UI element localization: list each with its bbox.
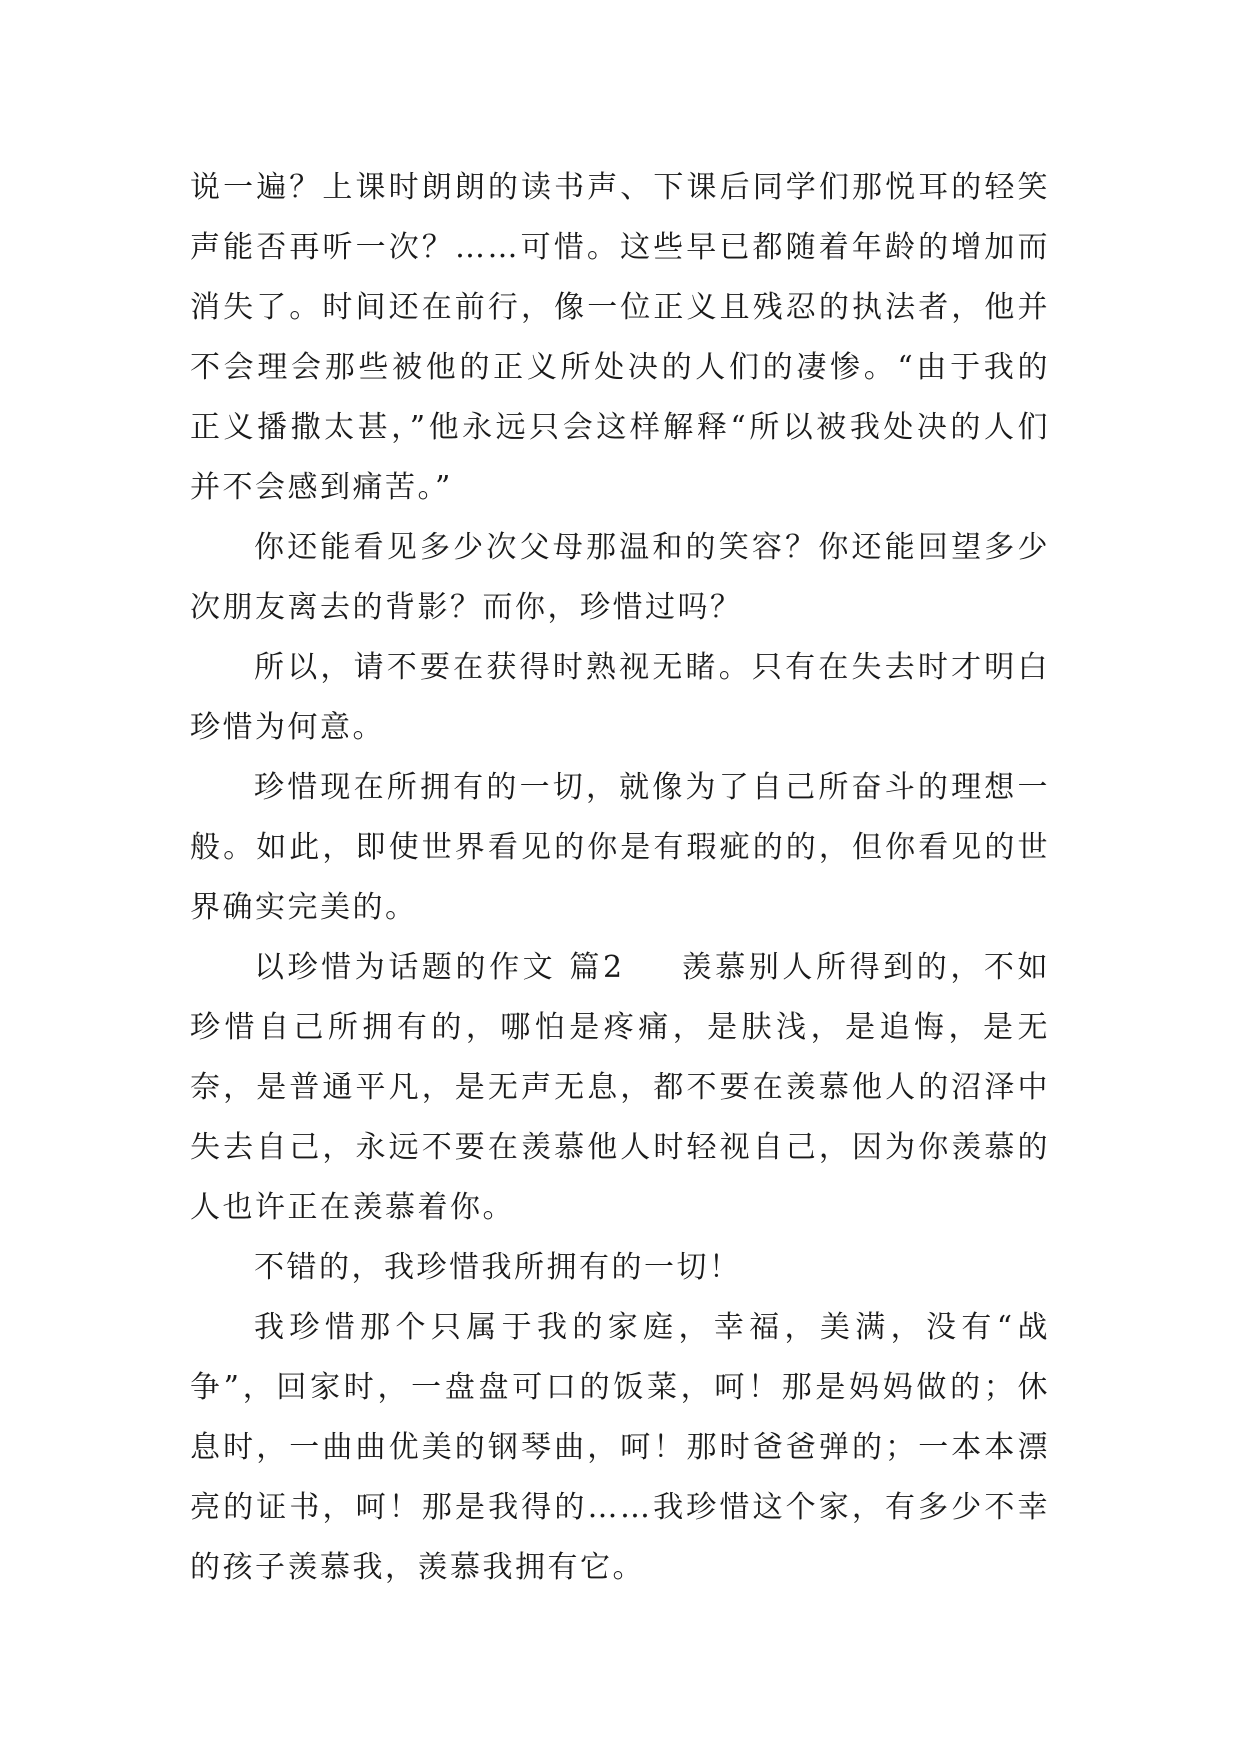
paragraph-1: 说一遍？上课时朗朗的读书声、下课后同学们那悦耳的轻笑声能否再听一次？……可惜。这些早已都随着年龄的增加而消失了。时间还在前行，像一位正义且残忍的执法者，他并不会理会那些被他的正义所处决的人们的凄惨。“由于我的正义播撒太甚，”他永远只会这样解释“所以被我处决的人们并不会感到痛苦。” [190, 170, 1050, 505]
paragraph-2: 你还能看见多少次父母那温和的笑容？你还能回望多少次朋友离去的背影？而你，珍惜过吗？ [190, 530, 1050, 625]
paragraph-5-text: 羡慕别人所得到的，不如珍惜自己所拥有的，哪怕是疼痛，是肤浅，是追悔，是无奈，是普通平凡，是无声无息，都不要在羡慕他人的沼泽中失去自己，永远不要在羡慕他人时轻视自己，因为你羡慕的人也许正在羡慕着你。 [190, 950, 1050, 1225]
paragraph-7: 我珍惜那个只属于我的家庭，幸福，美满，没有“战争”，回家时，一盘盘可口的饭菜，呵！那是妈妈做的；休息时，一曲曲优美的钢琴曲，呵！那时爸爸弹的；一本本漂亮的证书，呵！那是我得的……我珍惜这个家，有多少不幸的孩子羡慕我，羡慕我拥有它。 [190, 1310, 1050, 1585]
paragraph-5 [190, 938, 1050, 1238]
essay-heading: 以珍惜为话题的作文 篇2 [254, 950, 625, 985]
paragraph-6: 不错的，我珍惜我所拥有的一切！ [254, 1250, 742, 1285]
paragraph-3: 所以，请不要在获得时熟视无睹。只有在失去时才明白珍惜为何意。 [190, 650, 1050, 745]
paragraph-4: 珍惜现在所拥有的一切，就像为了自己所奋斗的理想一般。如此，即使世界看见的你是有瑕疵的的，但你看见的世界确实完美的。 [190, 770, 1050, 925]
document-body [190, 158, 1050, 1598]
